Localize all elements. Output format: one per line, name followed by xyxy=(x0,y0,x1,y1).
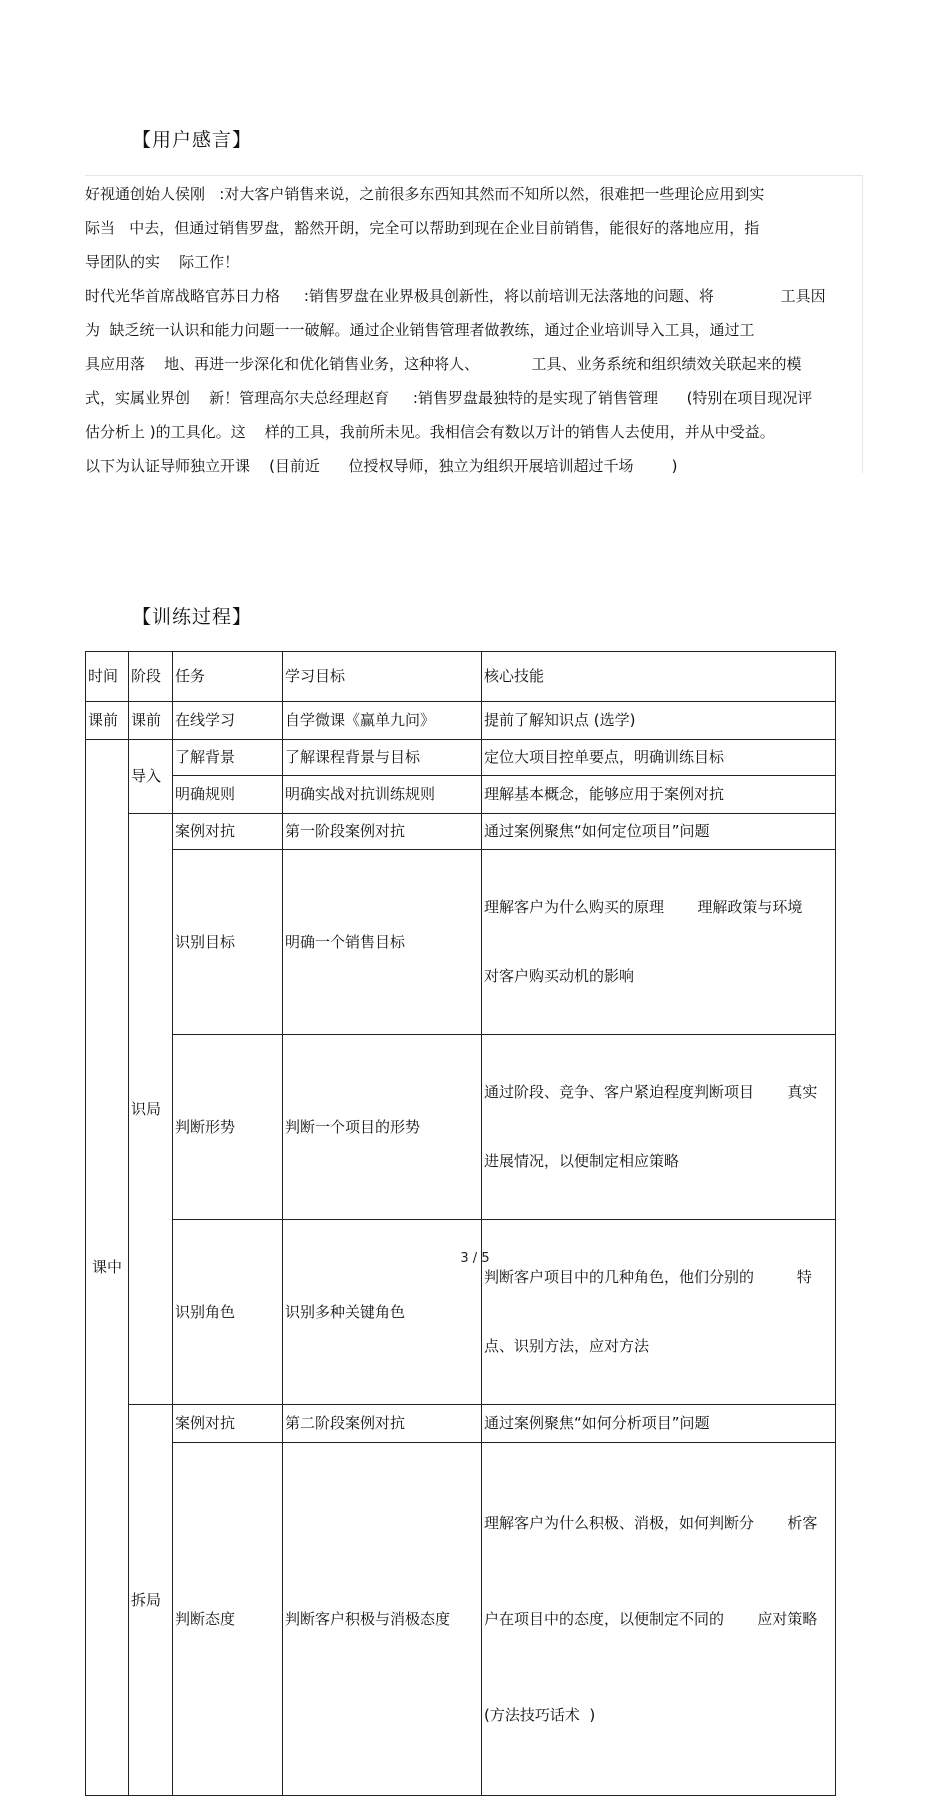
skill-line: 对客户购买动机的影响 xyxy=(484,967,635,985)
header-stage: 阶段 xyxy=(129,652,173,702)
testimonial-line: 具应用落 地、再进一步深化和优化销售业务，这种将人、 工具、业务系统和组织绩效关联起来的模 xyxy=(85,355,802,373)
testimonial-line: 为 缺乏统一认识和能力问题一一破解。通过企业销售管理者做教练，通过企业培训导入工具，通过工 xyxy=(85,321,755,339)
task-cell: 判断形势 xyxy=(173,1035,283,1220)
testimonial-line: 时代光华首席战略官苏日力格 :销售罗盘在业界极具创新性，将以前培训无法落地的问题、将 工具因 xyxy=(85,287,826,305)
training-heading: 【训练过程】 xyxy=(132,606,253,628)
testimonial-line: 导团队的实 际工作！ xyxy=(85,253,240,271)
goal-cell: 判断客户积极与消极态度 xyxy=(283,1443,482,1796)
table-row xyxy=(86,1405,836,1443)
stage-identify-cell: 识局 xyxy=(129,814,173,1405)
task-cell: 案例对抗 xyxy=(173,814,283,850)
pre-time-cell: 课前 xyxy=(86,702,129,740)
skill-line: 理解客户为什么积极、消极，如何判断分 析客 xyxy=(484,1514,818,1532)
skill-line: 点、识别方法，应对方法 xyxy=(484,1337,650,1355)
stage-breakdown-cell: 拆局 xyxy=(129,1405,173,1796)
goal-cell: 明确实战对抗训练规则 xyxy=(283,776,482,814)
skill-cell xyxy=(482,1035,836,1220)
skill-line: (方法技巧话术 ) xyxy=(484,1706,596,1724)
goal-cell: 自学微课《赢单九问》 xyxy=(283,702,482,740)
skill-line: 户在项目中的态度，以便制定不同的 应对策略 xyxy=(484,1610,818,1628)
goal-cell: 明确一个销售目标 xyxy=(283,850,482,1035)
goal-cell: 判断一个项目的形势 xyxy=(283,1035,482,1220)
table-row xyxy=(86,702,836,740)
skill-cell xyxy=(482,850,836,1035)
testimonial-line: 好视通创始人侯刚 :对大客户销售来说，之前很多东西知其然而不知所以然，很难把一些理论应用到实 xyxy=(85,185,765,203)
task-cell: 案例对抗 xyxy=(173,1405,283,1443)
table-row xyxy=(86,814,836,850)
goal-cell: 第二阶段案例对抗 xyxy=(283,1405,482,1443)
skill-cell: 提前了解知识点 (选学) xyxy=(482,702,836,740)
task-cell: 判断态度 xyxy=(173,1443,283,1796)
testimonial-line: 估分析上 )的工具化。这 样的工具，我前所未见。我相信会有数以万计的销售人去使用，并从中受益。 xyxy=(85,423,775,441)
table-header-row xyxy=(86,652,836,702)
stage-intro-cell: 导入 xyxy=(129,740,173,814)
skill-line: 判断客户项目中的几种角色，他们分别的 特 xyxy=(484,1268,812,1286)
testimonials-box xyxy=(85,175,863,473)
skill-line: 进展情况，以便制定相应策略 xyxy=(484,1152,680,1170)
task-cell: 了解背景 xyxy=(173,740,283,776)
skill-line: 理解客户为什么购买的原理 理解政策与环境 xyxy=(484,898,803,916)
task-cell: 识别角色 xyxy=(173,1220,283,1405)
goal-cell: 第一阶段案例对抗 xyxy=(283,814,482,850)
skill-line: 定位大项目控单要点，明确训练目标 xyxy=(484,748,725,766)
skill-line: 通过案例聚焦“如何分析项目”问题 xyxy=(484,1414,710,1432)
table-row xyxy=(86,850,836,1035)
header-time: 时间 xyxy=(86,652,129,702)
testimonial-line: 以下为认证导师独立开课 (目前近 位授权导师，独立为组织开展培训超过千场 ) xyxy=(85,457,678,475)
task-cell: 在线学习 xyxy=(173,702,283,740)
header-skill: 核心技能 xyxy=(482,652,836,702)
table-row xyxy=(86,740,836,776)
skill-line: 通过案例聚焦“如何定位项目”问题 xyxy=(484,822,710,840)
table-row xyxy=(86,1035,836,1220)
skill-line: 通过阶段、竞争、客户紧迫程度判断项目 真实 xyxy=(484,1083,818,1101)
main-time-cell: 课中 xyxy=(86,740,129,1796)
task-cell: 明确规则 xyxy=(173,776,283,814)
table-row xyxy=(86,1220,836,1405)
task-cell: 识别目标 xyxy=(173,850,283,1035)
training-table xyxy=(85,651,836,1796)
skill-cell xyxy=(482,740,836,776)
page-number: 3 / 5 xyxy=(460,1251,490,1266)
skill-cell xyxy=(482,1443,836,1796)
testimonial-line: 式，实属业界创 新！管理高尔夫总经理赵育 :销售罗盘最独特的是实现了销售管理 (特别在项目现况评 xyxy=(85,389,813,407)
skill-cell xyxy=(482,776,836,814)
skill-line: 理解基本概念，能够应用于案例对抗 xyxy=(484,785,725,803)
table-row xyxy=(86,1443,836,1796)
testimonial-line: 际当 中去，但通过销售罗盘，豁然开朗，完全可以帮助到现在企业目前销售，能很好的落地应用，指 xyxy=(85,219,760,237)
skill-cell xyxy=(482,814,836,850)
goal-cell: 了解课程背景与目标 xyxy=(283,740,482,776)
skill-cell xyxy=(482,1220,836,1405)
goal-cell: 识别多种关键角色 xyxy=(283,1220,482,1405)
skill-cell xyxy=(482,1405,836,1443)
table-row xyxy=(86,776,836,814)
testimonials-heading: 【用户感言】 xyxy=(132,129,253,151)
pre-stage-cell: 课前 xyxy=(129,702,173,740)
header-goal: 学习目标 xyxy=(283,652,482,702)
header-task: 任务 xyxy=(173,652,283,702)
